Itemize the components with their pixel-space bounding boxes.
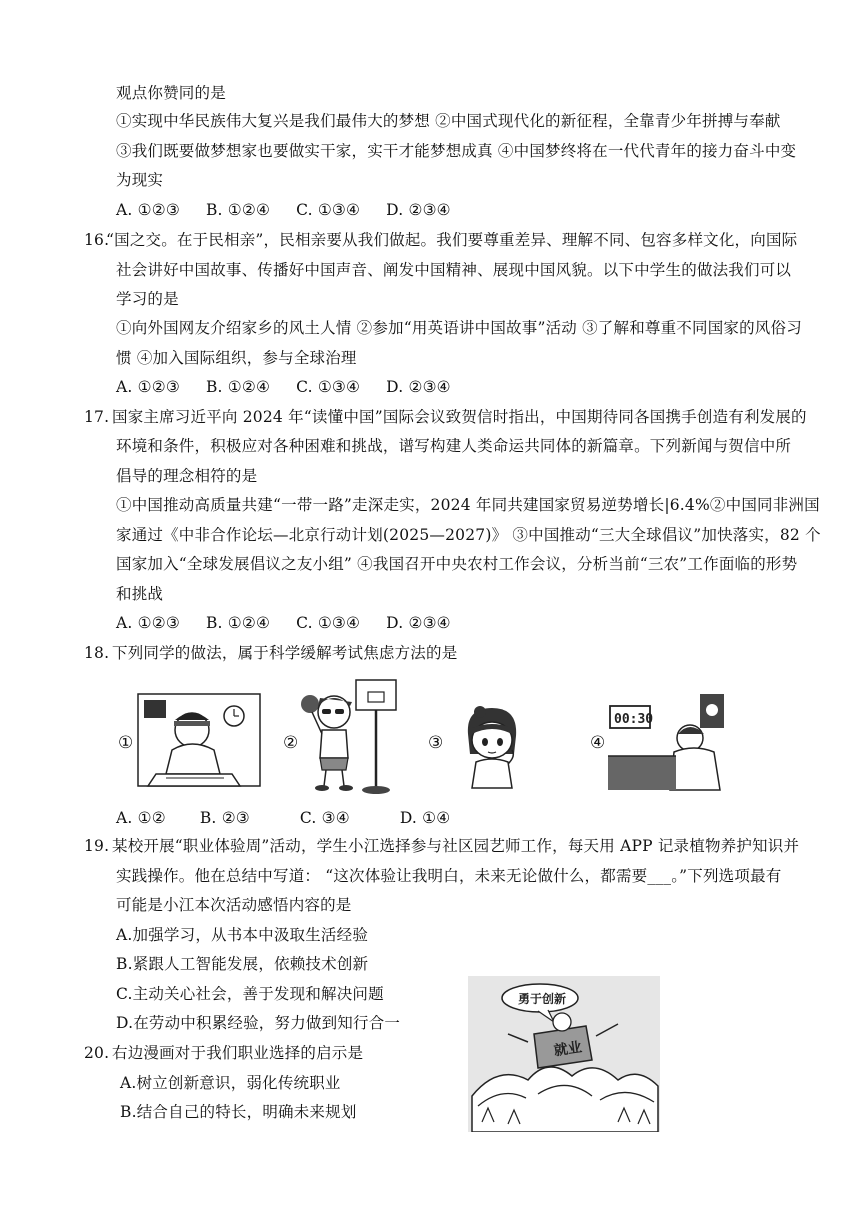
- q17-options: [116, 613, 477, 633]
- clock-readout: 00:30: [614, 712, 654, 727]
- option-a[interactable]: A. ①②③: [116, 378, 180, 396]
- option-a[interactable]: A.树立创新意识，弱化传统职业: [120, 1074, 341, 1092]
- q17-item-line: 和挑战: [116, 585, 164, 603]
- option-a[interactable]: A.加强学习，从书本中汲取生活经验: [116, 926, 369, 944]
- q16-item-line: 惯 ④加入国际组织，参与全球治理: [116, 349, 357, 367]
- employment-cartoon: [468, 976, 660, 1132]
- q19-stem-line: 某校开展“职业体验周”活动，学生小江选择参与社区园艺师工作，每天用 APP 记录植物养护知识并: [112, 837, 800, 855]
- q16-stem-line: 学习的是: [116, 290, 179, 308]
- pic-label-2: ②: [283, 733, 299, 753]
- q15-options: [116, 200, 477, 220]
- q16-stem-line: 社会讲好中国故事、传播好中国声音、阐发中国精神、展现中国风貌。以下中学生的做法我们可以: [116, 261, 792, 279]
- option-c[interactable]: C. ①③④: [296, 201, 361, 219]
- option-b[interactable]: B. ①②④: [205, 378, 271, 396]
- option-c[interactable]: C.主动关心社会，善于发现和解决问题: [116, 985, 384, 1003]
- q16-stem-line: “国之交。在于民相亲”，民相亲要从我们做起。我们要尊重差异、理解不同、包容多样文化，向国际: [106, 231, 798, 249]
- option-d[interactable]: D. ②③④: [386, 614, 451, 632]
- q18-options: [116, 808, 476, 828]
- q19-stem-line: 可能是小江本次活动感悟内容的是: [116, 896, 352, 914]
- girl-picture: [456, 704, 526, 790]
- q17-stem-line: 国家主席习近平向 2024 年“读懂中国”国际会议致贺信时指出，中国期待同各国携手创造有利发展的: [112, 408, 807, 426]
- q16-options: [116, 377, 477, 397]
- option-b[interactable]: B.紧跟人工智能发展，依赖技术创新: [116, 955, 369, 973]
- q17-item-line: ①中国推动高质量共建“一带一路”走深走实，2024 年同共建国家贸易逆势增长|6.4%②中国同非洲国: [116, 496, 820, 514]
- q17-item-line: 家通过《中非合作论坛—北京行动计划(2025—2027)》 ③中国推动“三大全球倡议”加快落实，82 个: [116, 526, 821, 544]
- cartoon-bubble-text: 勇于创新: [518, 992, 567, 1006]
- option-d[interactable]: D. ②③④: [386, 378, 451, 396]
- q16-number: 16.: [84, 231, 110, 249]
- q20-stem: 右边漫画对于我们职业选择的启示是: [112, 1044, 364, 1062]
- option-d[interactable]: D.在劳动中积累经验，努力做到知行合一: [116, 1014, 401, 1032]
- option-a[interactable]: A. ①②③: [116, 201, 180, 219]
- pic-label-3: ③: [428, 733, 444, 753]
- option-d[interactable]: D. ②③④: [386, 201, 451, 219]
- q18-number: 18.: [84, 644, 110, 662]
- option-c[interactable]: C. ③④: [299, 809, 350, 827]
- q15-item-line: ③我们既要做梦想家也要做实干家，实干才能梦想成真 ④中国梦终将在一代代青年的接力奋斗中变: [116, 142, 797, 160]
- q17-stem-line: 环境和条件，积极应对各种困难和挑战，谱写构建人类命运共同体的新篇章。下列新闻与贺信中所: [116, 437, 792, 455]
- q15-item-line: 为现实: [116, 171, 164, 189]
- option-b[interactable]: B. ①②④: [205, 201, 271, 219]
- option-c[interactable]: C. ①③④: [296, 614, 361, 632]
- option-b[interactable]: B. ②③: [199, 809, 250, 827]
- q17-number: 17.: [84, 408, 110, 426]
- q16-item-line: ①向外国网友介绍家乡的风土人情 ②参加“用英语讲中国故事”活动 ③了解和尊重不同国家的风俗习: [116, 319, 802, 337]
- q19-stem-line: 实践操作。他在总结中写道： “这次体验让我明白，未来无论做什么，都需要___。”下列选项最有: [116, 867, 782, 885]
- cartoon-board-text: 就业: [552, 1039, 583, 1060]
- late-night-student-picture: [604, 690, 726, 794]
- option-c[interactable]: C. ①③④: [296, 378, 361, 396]
- q17-item-line: 国家加入“全球发展倡议之友小组” ④我国召开中央农村工作会议，分析当前“三农”工作面临的形势: [116, 555, 798, 573]
- q15-item-line: ①实现中华民族伟大复兴是我们最伟大的梦想 ②中国式现代化的新征程，全靠青少年拼搏与奉献: [116, 112, 781, 130]
- option-a[interactable]: A. ①②: [116, 809, 166, 827]
- pic-label-4: ④: [590, 733, 606, 753]
- studying-student-picture: [136, 690, 264, 790]
- basketball-student-picture: [298, 676, 408, 798]
- q18-stem: 下列同学的做法，属于科学缓解考试焦虑方法的是: [112, 644, 458, 662]
- option-a[interactable]: A. ①②③: [116, 614, 180, 632]
- q19-number: 19.: [84, 837, 110, 855]
- option-b[interactable]: B.结合自己的特长，明确未来规划: [120, 1103, 357, 1121]
- option-d[interactable]: D. ①④: [399, 809, 451, 827]
- q17-stem-line: 倡导的理念相符的是: [116, 467, 258, 485]
- q15-stem-tail: 观点你赞同的是: [116, 84, 226, 102]
- option-b[interactable]: B. ①②④: [205, 614, 271, 632]
- q20-number: 20.: [84, 1044, 110, 1062]
- pic-label-1: ①: [118, 733, 134, 753]
